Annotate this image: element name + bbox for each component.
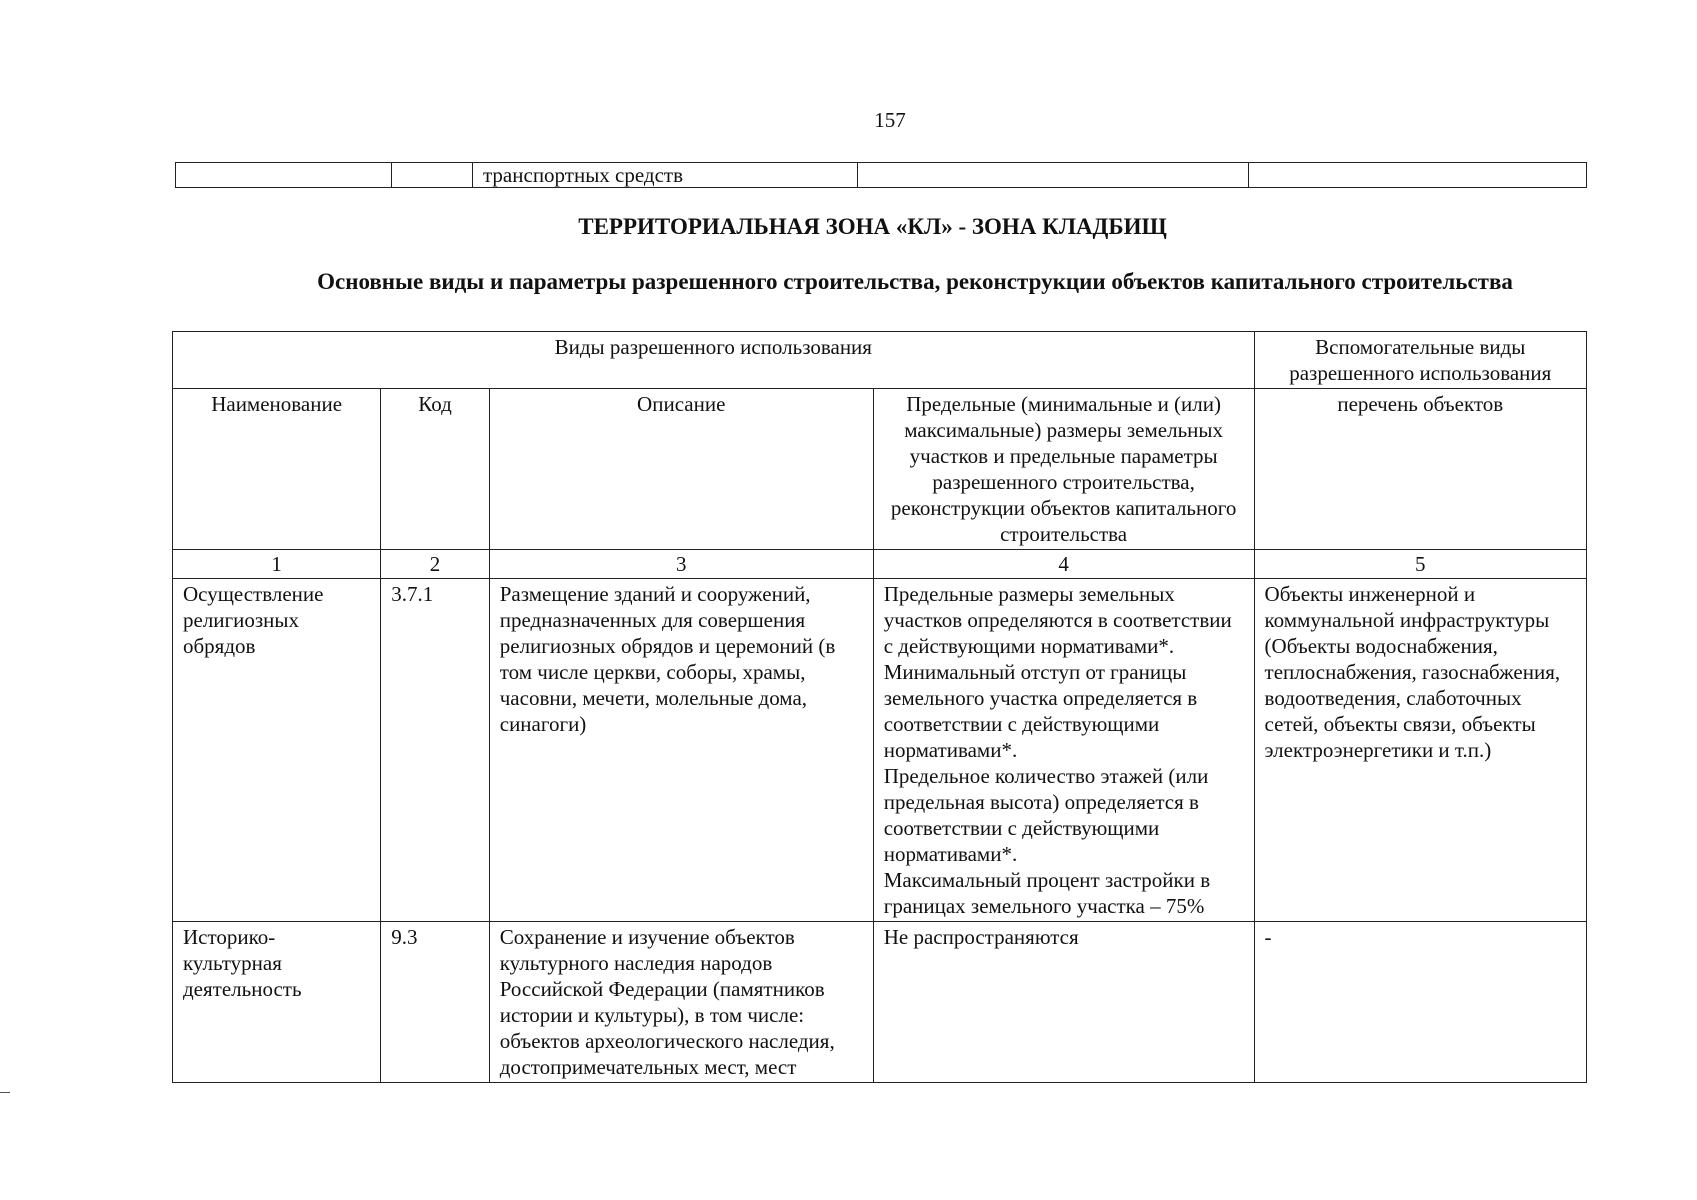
header-object-list: перечень объектов (1254, 389, 1586, 550)
limit-text: Минимальный отступ от границы земельного участка определяется в соответствии с действующими нормативами*. (883, 660, 1198, 762)
header-description: Описание (489, 389, 873, 550)
column-number-row (173, 550, 1587, 579)
use-name: Осуществление религиозных обрядов (173, 579, 381, 922)
table-row (173, 579, 1587, 922)
column-number: 5 (1254, 550, 1586, 579)
table-cell (176, 163, 392, 188)
previous-page-table-continuation (175, 162, 1587, 188)
header-limits: Предельные (минимальные и (или) максимальные) размеры земельных участков и предельные параметры разрешенного строительства, реконструкции объектов капитального строительства (873, 389, 1254, 550)
zone-title: ТЕРРИТОРИАЛЬНАЯ ЗОНА «КЛ» - ЗОНА КЛАДБИЩ (578, 214, 1167, 239)
section-title: Основные виды и параметры разрешенного строительства, реконструкции объектов капитального строительства (317, 269, 1513, 294)
use-name: Историко-культурная деятельность (173, 922, 381, 1083)
column-number: 4 (873, 550, 1254, 579)
header-code: Код (381, 389, 489, 550)
column-number: 3 (489, 550, 873, 579)
limit-text: Не распространяются (883, 925, 1079, 949)
page-number: 157 (874, 108, 906, 132)
use-limits (873, 579, 1254, 922)
table-cell (858, 163, 1249, 188)
limit-text: Предельные размеры земельных участков определяются в соответствии с действующими нормативами*. (883, 582, 1232, 658)
table-row (176, 163, 1587, 188)
auxiliary-objects: Объекты инженерной и коммунальной инфраструктуры (Объекты водоснабжения, теплоснабжения, газоснабжения, водоотведения, слаботочных сетей, объекты связи, объекты электроэнергетики и т.п.) (1254, 579, 1586, 922)
use-description: Сохранение и изучение объектов культурного наследия народов Российской Федерации (памятников истории и культуры), в том числе: объектов археологического наследия, достопримечательных мест, мест (489, 922, 873, 1083)
table-row (173, 922, 1587, 1083)
limit-text: Предельное количество этажей (или предельная высота) определяется в соответствии с действующими нормативами*. (883, 764, 1209, 866)
group-header-auxiliary: Вспомогательные виды разрешенного использования (1254, 332, 1586, 389)
use-limits (873, 922, 1254, 1083)
use-code: 9.3 (381, 922, 489, 1083)
scan-margin-mark (0, 1092, 10, 1093)
table-cell: транспортных средств (473, 163, 858, 188)
land-use-table (172, 331, 1587, 1083)
column-number: 1 (173, 550, 381, 579)
use-description: Размещение зданий и сооружений, предназначенных для совершения религиозных обрядов и церемоний (в том числе церкви, соборы, храмы, часовни, мечети, молельные дома, синагоги) (489, 579, 873, 922)
group-header-main: Виды разрешенного использования (173, 332, 1255, 389)
table-cell (392, 163, 473, 188)
use-code: 3.7.1 (381, 579, 489, 922)
table-cell (1249, 163, 1587, 188)
column-number: 2 (381, 550, 489, 579)
column-header-row (173, 389, 1587, 550)
limit-text: Максимальный процент застройки в границах земельного участка – 75% (883, 868, 1211, 918)
header-name: Наименование (173, 389, 381, 550)
auxiliary-objects: - (1254, 922, 1586, 1083)
group-header-row (173, 332, 1587, 389)
